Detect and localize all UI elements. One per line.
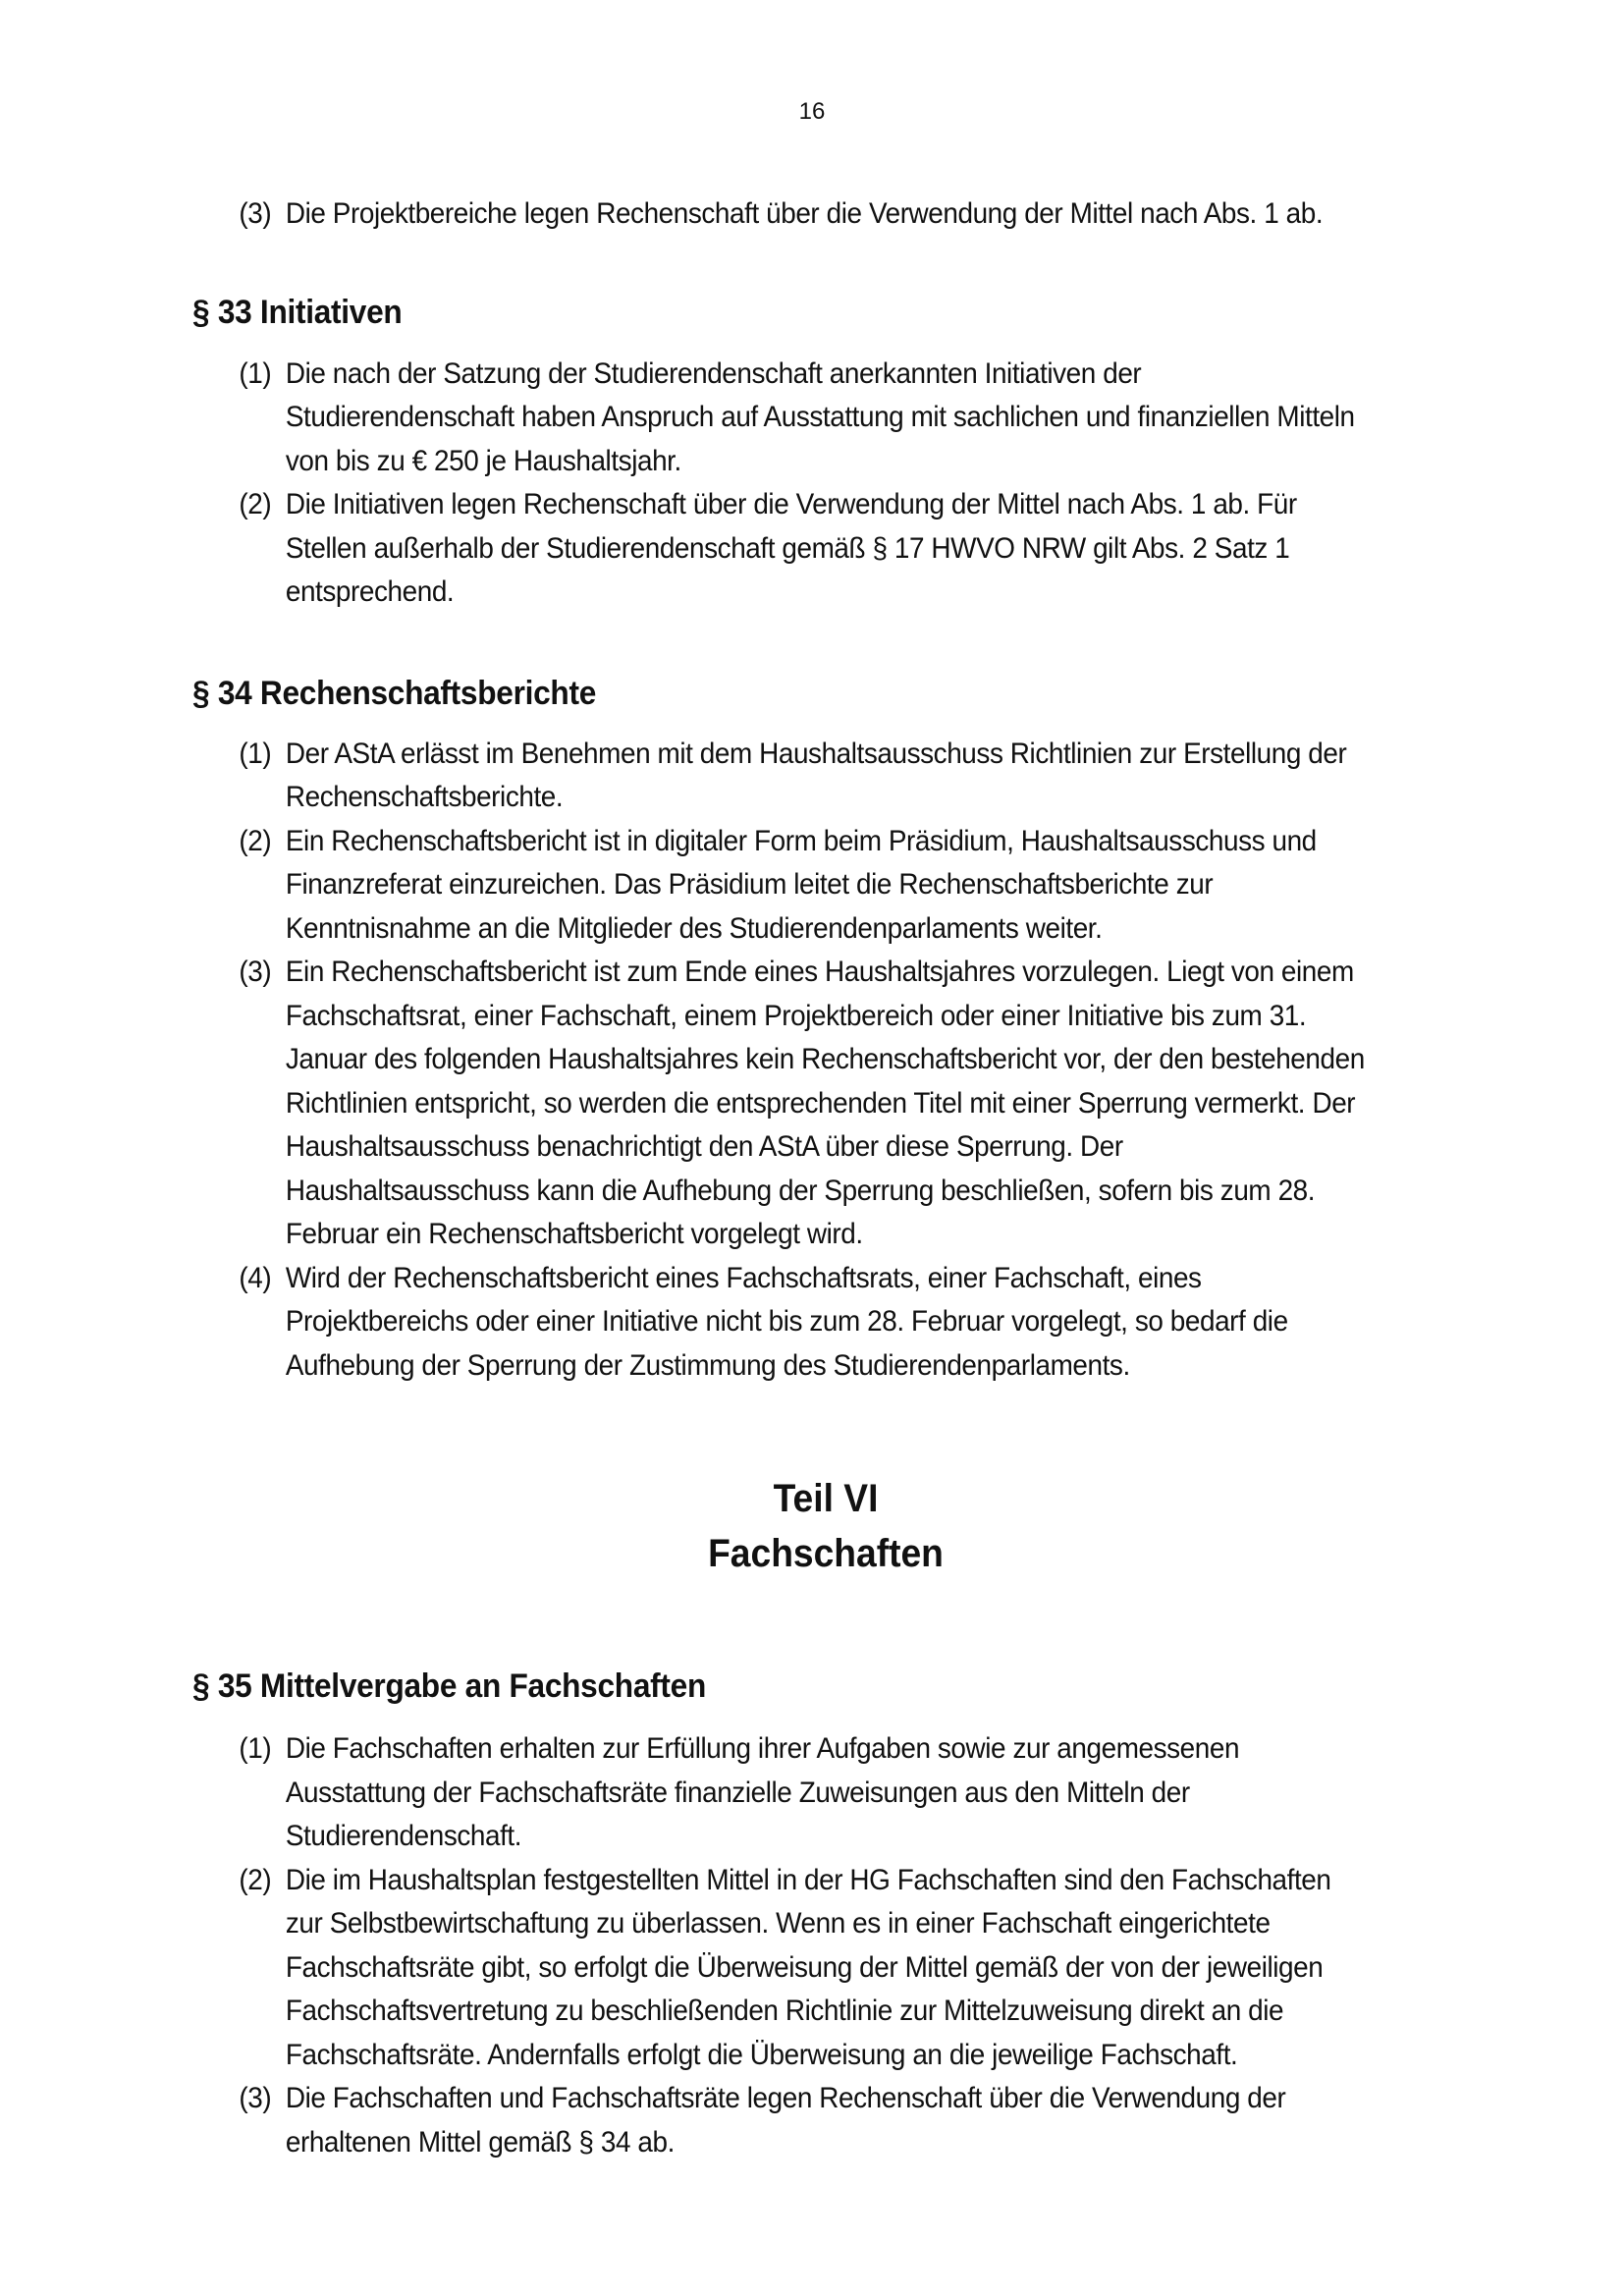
part-heading-block (192, 1471, 1459, 1581)
paragraph-text: Ein Rechenschaftsbericht ist zum Ende eines Haushaltsjahres vorzulegen. Liegt von einem Fachschaftsrat, einer Fachschaft, einem Projektbereich oder einer Initiative bis zum 31. Januar des folgenden Haushaltsjahres kein Rechenschaftsbericht vor, der den bestehenden Richtlinien entspricht, so werden die entsprechenden Titel mit einer Sperrung vermerkt. Der Haushaltsausschuss benachrichtigt den AStA über diese Sperrung. Der Haushaltsausschuss kann die Aufhebung der Sperrung beschließen, sofern bis zum 28. Februar ein Rechenschaftsbericht vorgelegt wird. (285, 956, 1365, 1250)
paragraph-text: Die Projektbereiche legen Rechenschaft über die Verwendung der Mittel nach Abs. 1 ab. (285, 197, 1324, 230)
paragraph-number: (1) (239, 1732, 272, 1765)
paragraph-number: (2) (239, 824, 272, 857)
paragraph-text: Die im Haushaltsplan festgestellten Mittel in der HG Fachschaften sind den Fachschaften zur Selbstbewirtschaftung zu überlassen. Wenn es in einer Fachschaft eingerichtete Fachschaftsräte gibt, so erfolgt die Überweisung der Mittel gemäß der von der jeweiligen Fachschaftsvertretung zu beschließenden Richtlinie zur Mittelzuweisung direkt an die Fachschaftsräte. Andernfalls erfolgt die Überweisung an die jeweilige Fachschaft. (285, 1863, 1331, 2071)
paragraph-item (192, 733, 1371, 820)
paragraph-text: Die Initiativen legen Rechenschaft über die Verwendung der Mittel nach Abs. 1 ab. Für Stellen außerhalb der Studierendenschaft gemäß § 17 HWVO NRW gilt Abs. 2 Satz 1 entsprechend. (285, 488, 1297, 608)
paragraph-item (192, 1727, 1371, 1859)
paragraph-text: Ein Rechenschaftsbericht ist in digitaler Form beim Präsidium, Haushaltsausschuss und Finanzreferat einzureichen. Das Präsidium leitet die Rechenschaftsberichte zur Kenntnisnahme an die Mitglieder des Studierendenparlaments weiter. (285, 824, 1317, 945)
paragraph-number: (1) (239, 356, 272, 390)
paragraph-item (192, 353, 1371, 484)
section-35-paragraphs (192, 1727, 1459, 2164)
part-title: Teil VI (773, 1477, 879, 1520)
paragraph-item (192, 1257, 1371, 1389)
paragraph-number: (1) (239, 737, 272, 770)
paragraph-number: (2) (239, 1863, 272, 1896)
intro-paragraphs (192, 192, 1459, 237)
paragraph-item (192, 951, 1371, 1257)
section-heading-34: § 34 Rechenschaftsberichte (192, 674, 597, 712)
paragraph-text: Die Fachschaften und Fachschaftsräte legen Rechenschaft über die Verwendung der erhaltenen Mittel gemäß § 34 ab. (285, 2082, 1286, 2159)
page-number: 16 (798, 98, 826, 125)
paragraph-text: Der AStA erlässt im Benehmen mit dem Haushaltsausschuss Richtlinien zur Erstellung der Rechenschaftsberichte. (285, 737, 1347, 813)
paragraph-item (192, 1859, 1371, 2078)
paragraph-item (192, 820, 1371, 952)
paragraph-text: Die Fachschaften erhalten zur Erfüllung ihrer Aufgaben sowie zur angemessenen Ausstattung der Fachschaftsräte finanzielle Zuweisungen aus den Mitteln der Studierendenschaft. (285, 1732, 1240, 1852)
section-33-paragraphs (192, 353, 1459, 615)
paragraph-number: (3) (239, 2082, 272, 2114)
paragraph-text: Die nach der Satzung der Studierendenschaft anerkannten Initiativen der Studierendenschaft haben Anspruch auf Ausstattung mit sachlichen und finanziellen Mitteln von bis zu € 250 je Haushaltsjahr. (285, 356, 1355, 477)
section-34-paragraphs (192, 733, 1459, 1389)
paragraph-text: Wird der Rechenschaftsbericht eines Fachschaftsrats, einer Fachschaft, eines Projektbereichs oder einer Initiative nicht bis zum 28. Februar vorgelegt, so bedarf die Aufhebung der Sperrung der Zustimmung des Studierendenparlaments. (285, 1261, 1288, 1382)
paragraph-item (192, 483, 1371, 615)
document-body (192, 192, 1459, 2164)
section-heading-35: § 35 Mittelvergabe an Fachschaften (192, 1667, 706, 1705)
paragraph-item (192, 192, 1371, 237)
paragraph-number: (4) (239, 1261, 272, 1294)
part-subtitle: Fachschaften (708, 1532, 944, 1575)
paragraph-number: (3) (239, 197, 272, 230)
paragraph-number: (2) (239, 488, 272, 520)
paragraph-number: (3) (239, 956, 272, 988)
section-heading-33: § 33 Initiativen (192, 293, 403, 331)
paragraph-item (192, 2077, 1371, 2164)
